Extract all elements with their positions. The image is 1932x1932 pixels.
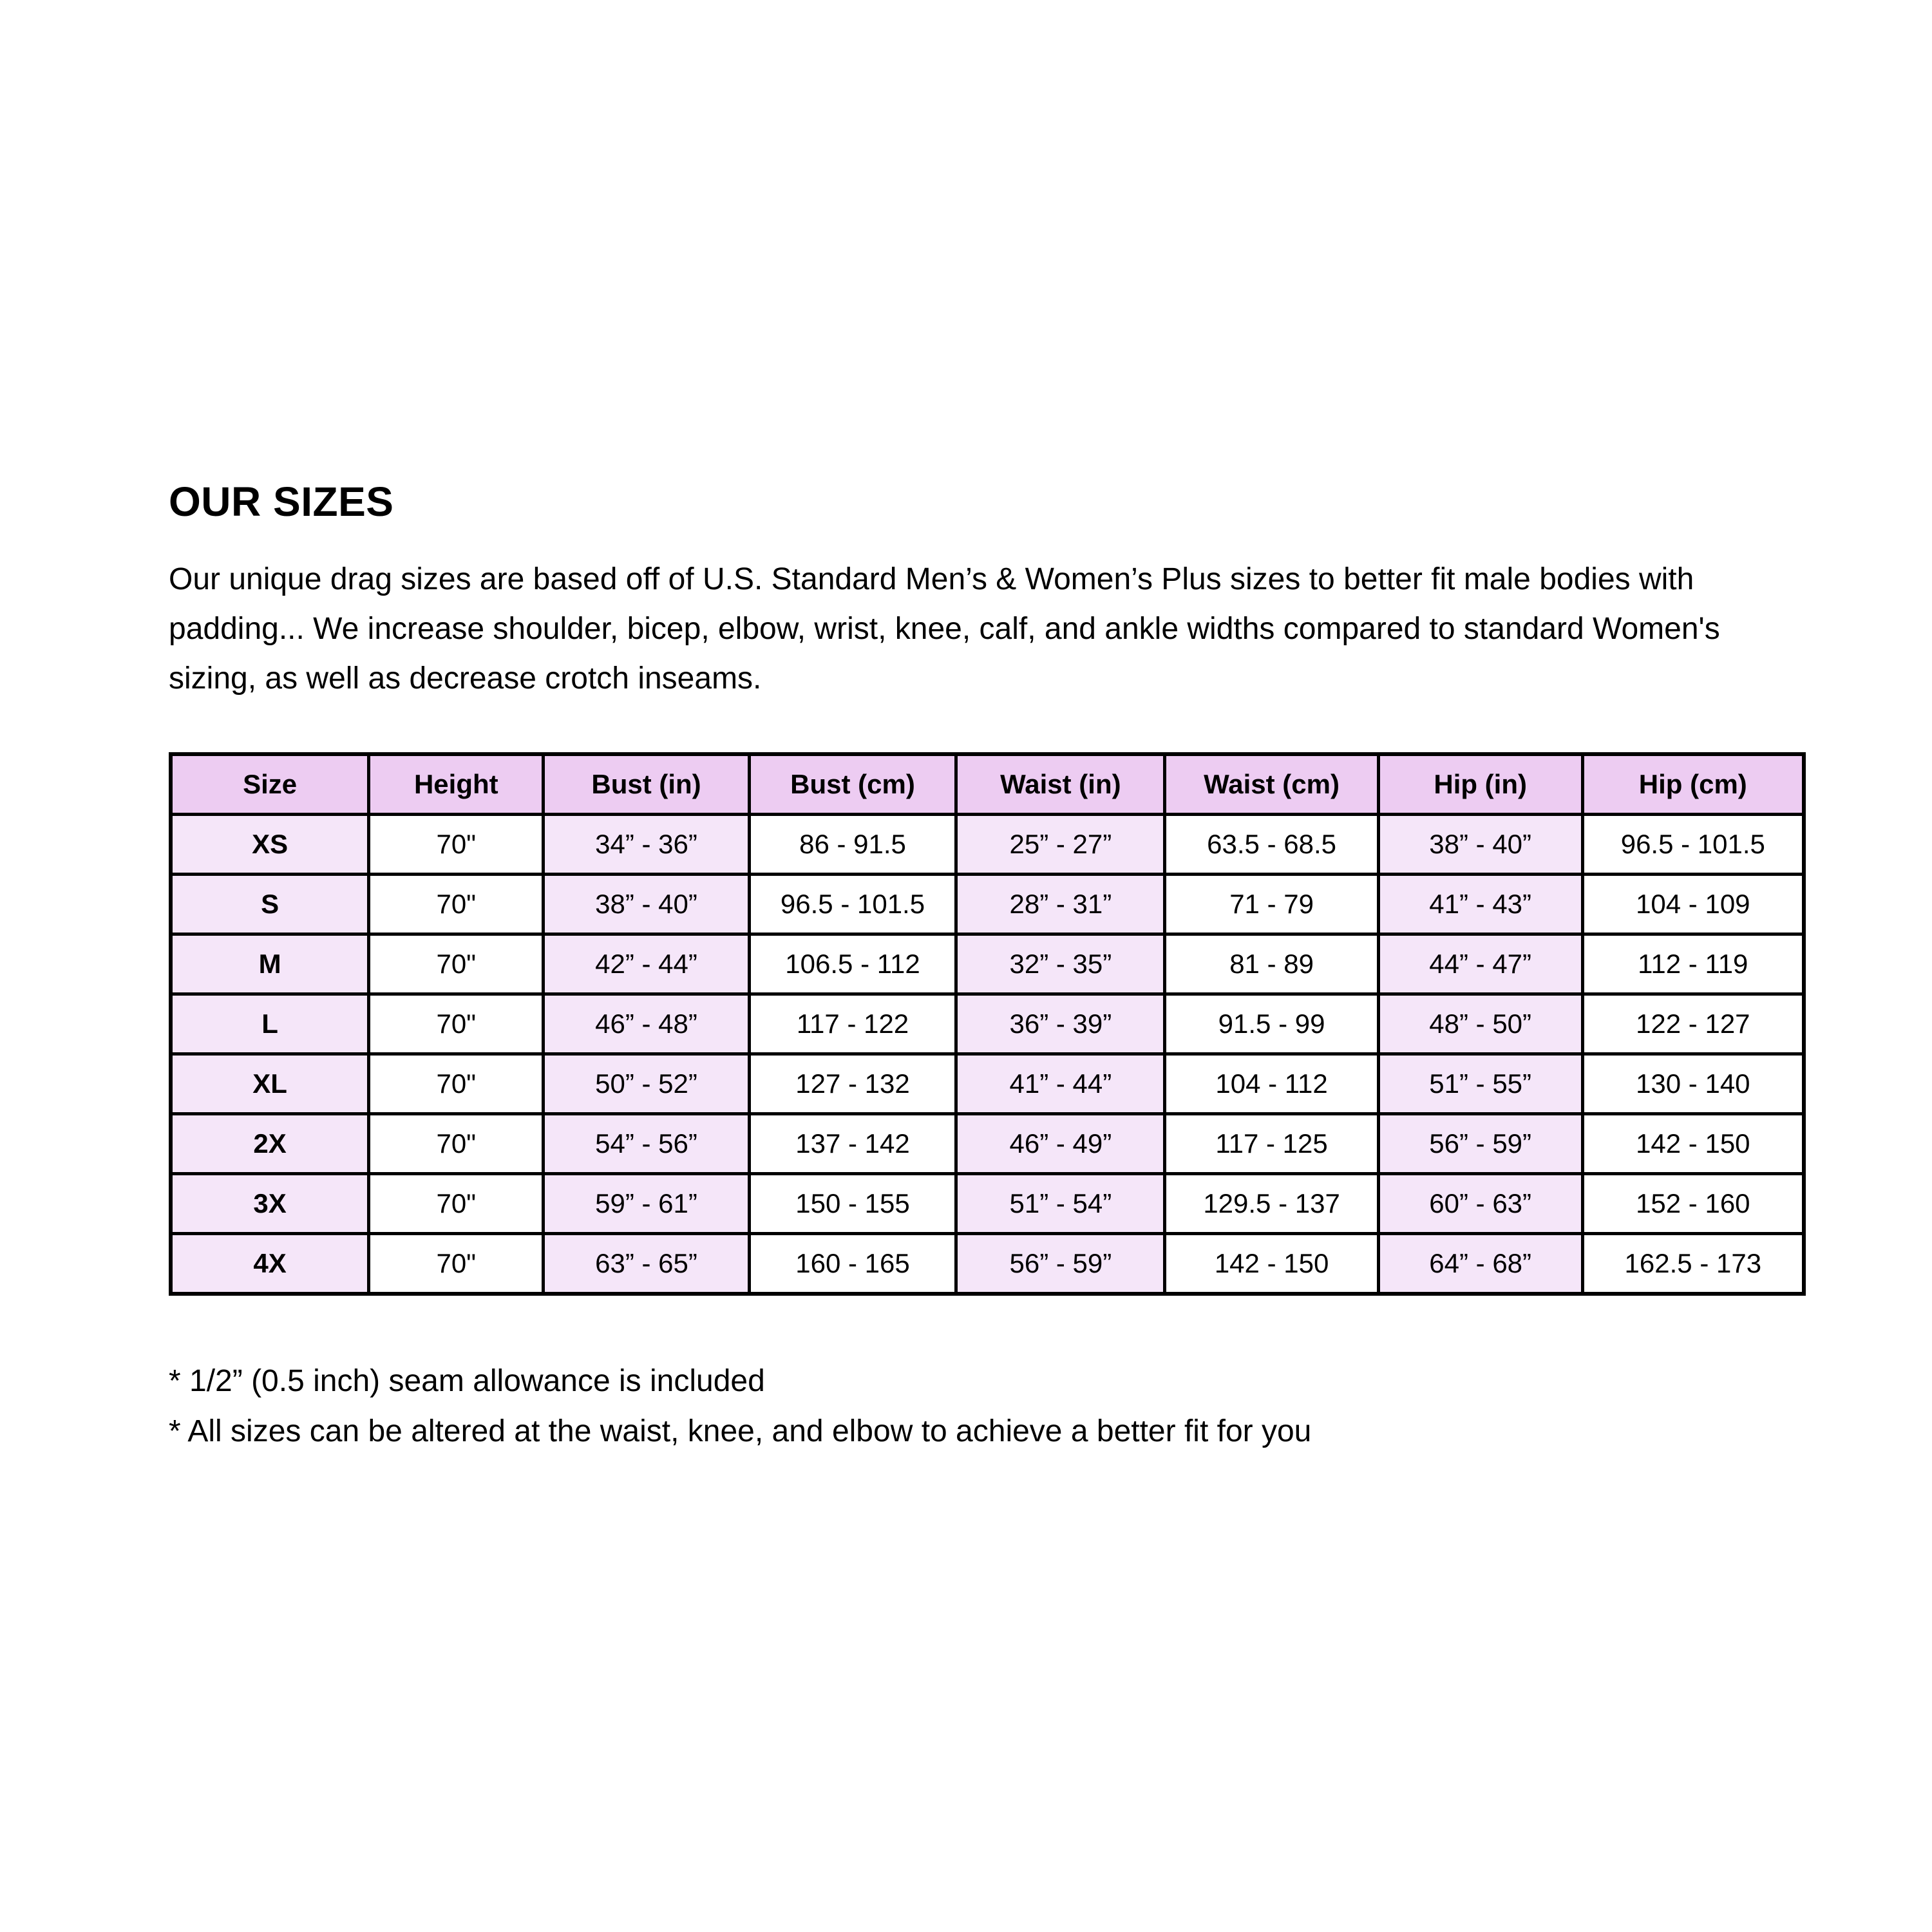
measurement-cell-hip-in: 64” - 68” bbox=[1378, 1234, 1582, 1294]
measurement-cell-hip-in: 41” - 43” bbox=[1378, 875, 1582, 934]
size-label-cell: 4X bbox=[171, 1234, 369, 1294]
measurement-cell-bust-in: 59” - 61” bbox=[544, 1174, 749, 1234]
measurement-cell-bust-cm: 86 - 91.5 bbox=[749, 815, 956, 875]
measurement-cell-bust-cm: 106.5 - 112 bbox=[749, 934, 956, 994]
size-label-cell: L bbox=[171, 994, 369, 1054]
footnotes bbox=[169, 1356, 1806, 1457]
column-header-height: Height bbox=[369, 754, 544, 815]
measurement-cell-bust-cm: 137 - 142 bbox=[749, 1114, 956, 1174]
intro-paragraph: Our unique drag sizes are based off of U.S. Standard Men’s & Women’s Plus sizes to better fit male bodies with padding... We increase shoulder, bicep, elbow, wrist, knee, calf, and ankle widths compared to standard Women's sizing, as well as decrease crotch inseams. bbox=[169, 562, 1720, 696]
measurement-cell-waist-in: 25” - 27” bbox=[956, 815, 1165, 875]
measurement-cell-waist-in: 51” - 54” bbox=[956, 1174, 1165, 1234]
measurement-cell-bust-in: 46” - 48” bbox=[544, 994, 749, 1054]
table-row-s bbox=[171, 875, 1804, 934]
table-header-row bbox=[171, 754, 1804, 815]
measurement-cell-waist-in: 28” - 31” bbox=[956, 875, 1165, 934]
measurement-cell-height: 70" bbox=[369, 1114, 544, 1174]
measurement-cell-waist-in: 32” - 35” bbox=[956, 934, 1165, 994]
measurement-cell-bust-in: 34” - 36” bbox=[544, 815, 749, 875]
measurement-cell-waist-in: 41” - 44” bbox=[956, 1054, 1165, 1114]
measurement-cell-hip-cm: 122 - 127 bbox=[1582, 994, 1804, 1054]
column-header-size: Size bbox=[171, 754, 369, 815]
measurement-cell-hip-in: 44” - 47” bbox=[1378, 934, 1582, 994]
size-label-cell: M bbox=[171, 934, 369, 994]
column-header-hip-cm: Hip (cm) bbox=[1582, 754, 1804, 815]
table-row-l bbox=[171, 994, 1804, 1054]
column-header-bust-in: Bust (in) bbox=[544, 754, 749, 815]
size-guide-document bbox=[169, 478, 1806, 1457]
measurement-cell-bust-cm: 160 - 165 bbox=[749, 1234, 956, 1294]
measurement-cell-bust-in: 42” - 44” bbox=[544, 934, 749, 994]
measurement-cell-bust-cm: 127 - 132 bbox=[749, 1054, 956, 1114]
table-row-xs bbox=[171, 815, 1804, 875]
measurement-cell-bust-in: 54” - 56” bbox=[544, 1114, 749, 1174]
measurement-cell-waist-in: 36” - 39” bbox=[956, 994, 1165, 1054]
measurement-cell-hip-in: 48” - 50” bbox=[1378, 994, 1582, 1054]
measurement-cell-hip-cm: 104 - 109 bbox=[1582, 875, 1804, 934]
page-title: OUR SIZES bbox=[169, 478, 394, 525]
table-row-m bbox=[171, 934, 1804, 994]
measurement-cell-hip-in: 38” - 40” bbox=[1378, 815, 1582, 875]
column-header-bust-cm: Bust (cm) bbox=[749, 754, 956, 815]
measurement-cell-waist-cm: 81 - 89 bbox=[1165, 934, 1378, 994]
column-header-waist-in: Waist (in) bbox=[956, 754, 1165, 815]
measurement-cell-waist-cm: 142 - 150 bbox=[1165, 1234, 1378, 1294]
measurement-cell-height: 70" bbox=[369, 1054, 544, 1114]
measurement-cell-waist-cm: 104 - 112 bbox=[1165, 1054, 1378, 1114]
table-row-2x bbox=[171, 1114, 1804, 1174]
measurement-cell-height: 70" bbox=[369, 934, 544, 994]
measurement-cell-hip-cm: 112 - 119 bbox=[1582, 934, 1804, 994]
table-header bbox=[171, 754, 1804, 815]
measurement-cell-waist-in: 56” - 59” bbox=[956, 1234, 1165, 1294]
measurement-cell-waist-cm: 71 - 79 bbox=[1165, 875, 1378, 934]
size-label-cell: S bbox=[171, 875, 369, 934]
measurement-cell-bust-cm: 117 - 122 bbox=[749, 994, 956, 1054]
measurement-cell-height: 70" bbox=[369, 1174, 544, 1234]
measurement-cell-hip-cm: 152 - 160 bbox=[1582, 1174, 1804, 1234]
table-row-xl bbox=[171, 1054, 1804, 1114]
table-row-3x bbox=[171, 1174, 1804, 1234]
measurement-cell-bust-in: 38” - 40” bbox=[544, 875, 749, 934]
measurement-cell-hip-cm: 96.5 - 101.5 bbox=[1582, 815, 1804, 875]
footnote-seam-allowance: * 1/2” (0.5 inch) seam allowance is included bbox=[169, 1364, 765, 1399]
measurement-cell-bust-in: 50” - 52” bbox=[544, 1054, 749, 1114]
table-row-4x bbox=[171, 1234, 1804, 1294]
measurement-cell-bust-cm: 96.5 - 101.5 bbox=[749, 875, 956, 934]
measurement-cell-hip-in: 51” - 55” bbox=[1378, 1054, 1582, 1114]
column-header-waist-cm: Waist (cm) bbox=[1165, 754, 1378, 815]
size-label-cell: XL bbox=[171, 1054, 369, 1114]
measurement-cell-hip-in: 56” - 59” bbox=[1378, 1114, 1582, 1174]
measurement-cell-hip-in: 60” - 63” bbox=[1378, 1174, 1582, 1234]
measurement-cell-height: 70" bbox=[369, 1234, 544, 1294]
measurement-cell-waist-cm: 63.5 - 68.5 bbox=[1165, 815, 1378, 875]
measurement-cell-bust-cm: 150 - 155 bbox=[749, 1174, 956, 1234]
measurement-cell-waist-in: 46” - 49” bbox=[956, 1114, 1165, 1174]
measurement-cell-height: 70" bbox=[369, 875, 544, 934]
table-body bbox=[171, 815, 1804, 1294]
measurement-cell-hip-cm: 130 - 140 bbox=[1582, 1054, 1804, 1114]
measurement-cell-waist-cm: 117 - 125 bbox=[1165, 1114, 1378, 1174]
size-label-cell: 2X bbox=[171, 1114, 369, 1174]
measurement-cell-height: 70" bbox=[369, 994, 544, 1054]
measurement-cell-height: 70" bbox=[369, 815, 544, 875]
footnote-alterations: * All sizes can be altered at the waist, knee, and elbow to achieve a better fit for you bbox=[169, 1414, 1312, 1449]
measurement-cell-hip-cm: 162.5 - 173 bbox=[1582, 1234, 1804, 1294]
measurement-cell-waist-cm: 91.5 - 99 bbox=[1165, 994, 1378, 1054]
size-label-cell: XS bbox=[171, 815, 369, 875]
measurement-cell-bust-in: 63” - 65” bbox=[544, 1234, 749, 1294]
column-header-hip-in: Hip (in) bbox=[1378, 754, 1582, 815]
measurement-cell-waist-cm: 129.5 - 137 bbox=[1165, 1174, 1378, 1234]
measurement-cell-hip-cm: 142 - 150 bbox=[1582, 1114, 1804, 1174]
size-label-cell: 3X bbox=[171, 1174, 369, 1234]
size-chart-table bbox=[169, 752, 1806, 1296]
